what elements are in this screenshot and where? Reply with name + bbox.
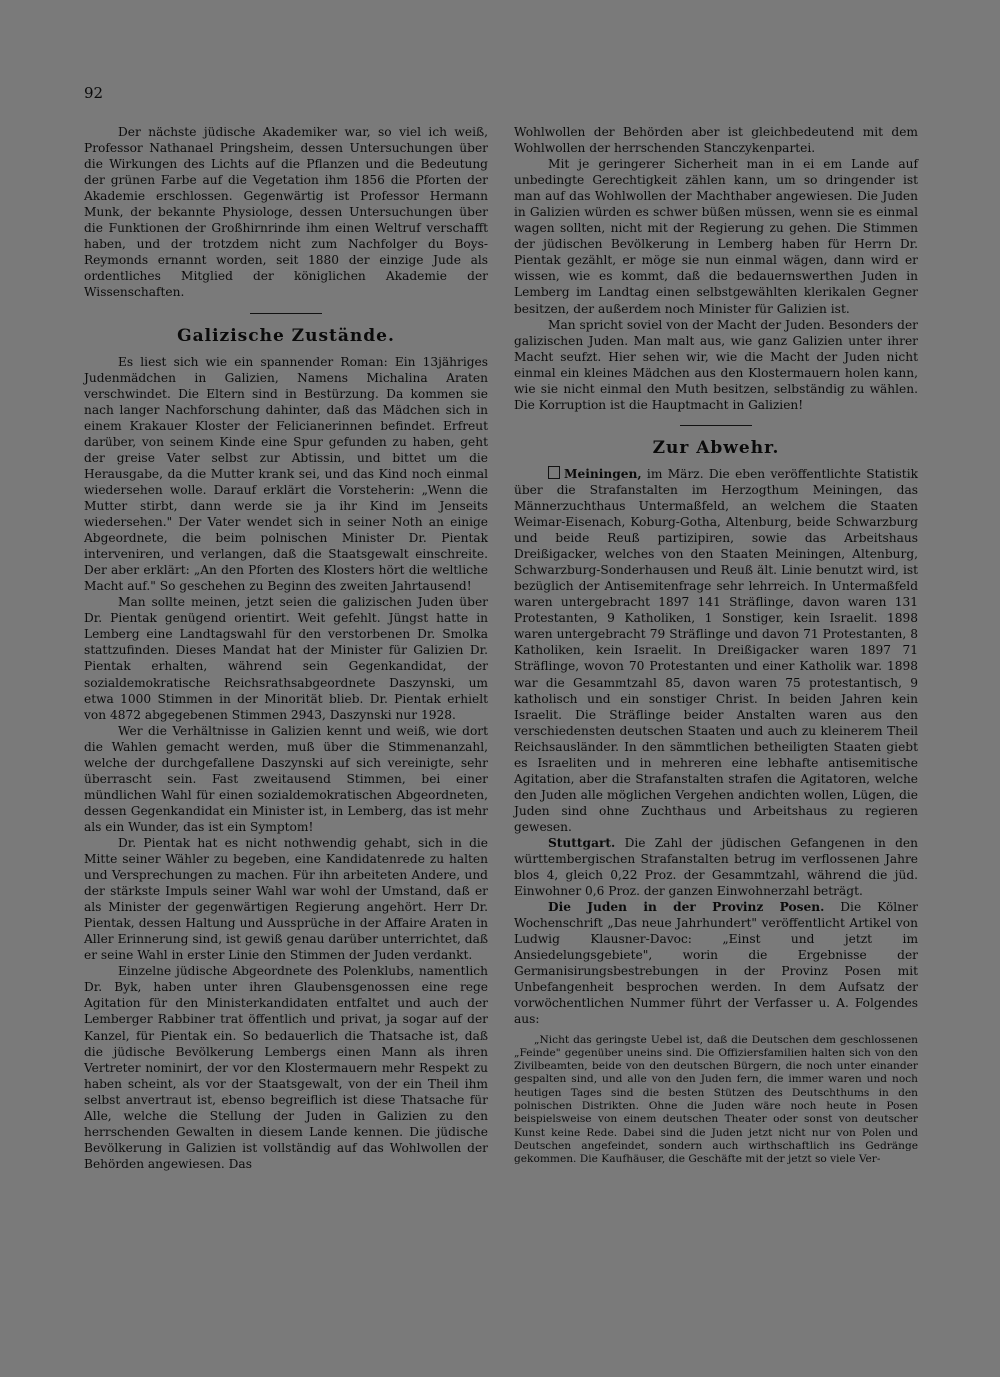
- paragraph: Einzelne jüdische Abgeordnete des Polenklubs, namentlich Dr. Byk, haben unter ihren Glaubensgenossen eine rege Agitation für den Ministerkandidaten entfaltet und auch der Lemberger Rabbiner trat öffentlich und privat, ja sogar auf der Kanzel, für Pientak ein. So bedauerlich die Thatsache ist, daß die jüdische Bevölkerung Lembergs einen Mann als ihren Vertreter nominirt, der vor den Klostermauern mehr Respekt zu haben scheint, als vor der Staatsgewalt, von der ein Theil ihm selbst anvertraut ist, ebenso begreiflich ist diese Thatsache für Alle, welche die Stellung der Juden in Galizien zu den herrschenden Gewalten in diesem Lande kennen. Die jüdische Bevölkerung in Galizien ist vollständig auf das Wohlwollen der Behörden angewiesen. Das: [84, 964, 488, 1171]
- block-quote: [514, 1034, 918, 1167]
- news-item-text: Die Zahl der jüdischen Gefangenen in den württembergischen Strafanstalten betrug im verflossenen Jahre blos 4, gleich 0,22 Proz. der Gesammtzahl, während die jüd. Einwohner 0,6 Proz. der ganzen Einwohnerzahl beträgt.: [514, 835, 918, 899]
- paragraph: Mit je geringerer Sicherheit man in ei em Lande auf unbedingte Gerechtigkeit zählen kann, um so dringender ist man auf das Wohlwollen der Machthaber angewiesen. Die Juden in Galizien würden es schwer büßen müssen, wenn sie es einmal wagen sollten, nicht mit der Regierung zu gehen. Die Stimmen der jüdischen Bevölkerung in Lemberg haben für Herrn Dr. Pientak gezählt, er möge sie nun einmal wägen, dann wird er wissen, wie es kommt, daß die bedauernswerthen Juden in Lemberg im Landtag einen selbstgewählten klerikalen Gegner besitzen, der außerdem noch Minister für Galizien ist.: [514, 157, 918, 316]
- left-column: [84, 124, 488, 1172]
- paragraph: Man sollte meinen, jetzt seien die galizischen Juden über Dr. Pientak genügend orientirt. Weit gefehlt. Jüngst hatte in Lemberg eine Landtagswahl für den verstorbenen Dr. Smolka stattzufinden. Dieses Mandat hat der Minister für Galizien Dr. Pientak erhalten, während sein Gegenkandidat, der sozialdemokratische Reichsrathsabgeordnete Daszynski, um etwa 1000 Stimmen in der Minorität blieb. Dr. Pientak erhielt von 4872 abgegebenen Stimmen 2943, Daszynski nur 1928.: [84, 595, 488, 722]
- news-item-stuttgart: [514, 835, 918, 899]
- news-item-meiningen: [514, 466, 918, 835]
- quote-text: „Nicht das geringste Uebel ist, daß die Deutschen dem geschlossenen „Feinde" gegenüber uneins sind. Die Offiziersfamilien halten sich von den Zivilbeamten, beide von den deutschen Bürgern, die noch unter einander gespalten sind, und alle von den Juden fern, die immer waren und noch heutigen Tages sind die besten Stützen des Deutschthums in den polnischen Distrikten. Ohne die Juden wäre noch heute in Posen beispielsweise von einem deutschen Theater oder sonst von deutscher Kunst keine Rede. Dabei sind die Juden jetzt nicht nur von Polen und Deutschen angefeindet, sondern auch wirthschaftlich ins Gedränge gekommen. Die Kaufhäuser, die Geschäfte mit der jetzt so viele Ver-: [514, 1033, 918, 1166]
- section-heading: Zur Abwehr.: [652, 437, 780, 458]
- right-column: [514, 124, 918, 1167]
- news-item-text: im März. Die eben veröffentlichte Statistik über die Strafanstalten im Herzogthum Meiningen, das Männerzuchthaus Untermaßfeld, an welchem die Staaten Weimar-Eisenach, Koburg-Gotha, Altenburg, beide Schwarzburg und beide Reuß partizipiren, sowie das Arbeitshaus Dreißigacker, welches von den Staaten Meiningen, Altenburg, Schwarzburg-Sonderhausen und Reuß ält. Linie benutzt wird, ist bezüglich der Antisemitenfrage sehr lehrreich. In Untermaßfeld waren untergebracht 1897 141 Sträflinge, davon waren 131 Protestanten, 9 Katholiken, 1 Sonstiger, kein Israelit. 1898 waren untergebracht 79 Sträflinge und davon 71 Protestanten, 8 Katholiken, kein Israelit. In Dreißigacker waren 1897 71 Sträflinge, wovon 70 Protestanten und einer Katholik war. 1898 war die Gesammtzahl 85, davon waren 75 protestantisch, 9 katholisch und ein sonstiger Christ. In beiden Jahren kein Israelit. Die Sträflinge beider Anstalten waren aus den verschiedensten deutschen Staaten und auch zu kleinerem Theil Reichsausländer. In den sämmtlichen betheiligten Staaten giebt es Israeliten und in mehreren eine lebhafte antisemitische Agitation, aber die Strafanstalten strafen die Agitatoren, welche den Juden alle möglichen Vergehen andichten wollen, Lügen, die Juden sind ohne Zuchthaus und Arbeitshaus zu regieren gewesen.: [514, 466, 918, 834]
- divider: [250, 313, 322, 314]
- news-item-label: Stuttgart.: [548, 835, 616, 850]
- news-item-text: Die Kölner Wochenschrift „Das neue Jahrhundert" veröffentlicht Artikel von Ludwig Klausner-Davoc: „Einst und jetzt im Ansiedelungsgebiete", worin die Ergebnisse der Germanisirungsbestrebungen in der Provinz Posen mit Unbefangenheit besprochen werden. In dem Aufsatz der vorwöchentlichen Nummer führt der Verfasser u. A. Folgendes aus:: [514, 900, 919, 1027]
- square-bullet-icon: [548, 466, 560, 479]
- page-number: 92: [84, 84, 104, 102]
- news-item-label: Die Juden in der Provinz Posen.: [548, 900, 825, 915]
- paragraph: Dr. Pientak hat es nicht nothwendig gehabt, sich in die Mitte seiner Wähler zu begeben, eine Kandidatenrede zu halten und Versprechungen zu machen. Für ihn arbeiteten Andere, und der stärkste Impuls seiner Wahl war wohl der Umstand, daß er als Minister der gegenwärtigen Regierung angehört. Herr Dr. Pientak, dessen Haltung und Aussprüche in der Affaire Araten in Aller Erinnerung sind, ist gewiß genau darüber unterrichtet, daß er seine Wahl in erster Linie den Stimmen der Juden verdankt.: [84, 835, 488, 963]
- paragraph: Der nächste jüdische Akademiker war, so viel ich weiß, Professor Nathanael Pringsheim, dessen Untersuchungen über die Wirkungen des Lichts auf die Pflanzen und die Bedeutung der grünen Farbe auf die Vegetation ihm 1856 die Pforten der Akademie erschlossen. Gegenwärtig ist Professor Hermann Munk, der bekannte Physiologe, dessen Untersuchungen über die Funktionen der Großhirnrinde ihm einen Weltruf verschafft haben, und der trotzdem nicht zum Nachfolger du Boys-Reymonds ernannt worden, seit 1880 der einzige Jude als ordentliches Mitglied der königlichen Akademie der Wissenschaften.: [84, 125, 488, 300]
- paragraph: Wer die Verhältnisse in Galizien kennt und weiß, wie dort die Wahlen gemacht werden, muß über die Stimmenanzahl, welche der durchgefallene Daszynski auf sich vereinigte, sehr überrascht sein. Fast zweitausend Stimmen, bei einer mündlichen Wahl für einen sozialdemokratischen Abgeordneten, dessen Gegenkandidat ein Minister ist, in Lemberg, das ist mehr als ein Wunder, das ist ein Symptom!: [84, 723, 488, 834]
- section-heading: Galizische Zustände.: [177, 325, 395, 346]
- paragraph: Man spricht soviel von der Macht der Juden. Besonders der galizischen Juden. Man malt aus, wie ganz Galizien unter ihrer Macht seufzt. Hier sehen wir, wie die Macht der Juden nicht einmal ein kleines Mädchen aus den Klostermauern holen kann, wie sie nicht einmal den Muth besitzen, selbständig zu wählen. Die Korruption ist die Hauptmacht in Galizien!: [514, 317, 918, 412]
- paragraph: Es liest sich wie ein spannender Roman: Ein 13jähriges Judenmädchen in Galizien, Namens Michalina Araten verschwindet. Die Eltern sind in Bestürzung. Da kommen sie nach langer Nachforschung dahinter, daß das Mädchen sich in einem Krakauer Kloster der Felicianerinnen befindet. Erfreut darüber, von seinem Kinde eine Spur gefunden zu haben, geht der greise Vater selbst zur Abtissin, und bittet um die Herausgabe, da die Mutter krank sei, und das Kind noch einmal wiedersehen wolle. Darauf erklärt die Vorsteherin: „Wenn die Mutter stirbt, dann werde sie ja ihr Kind im Jenseits wiedersehen." Der Vater wendet sich in seiner Noth an einige Abgeordnete, die beim polnischen Minister Dr. Pientak interveniren, und verlangen, daß die Staatsgewalt einschreite. Der aber erklärt: „An den Pforten des Klosters hört die weltliche Macht auf." So geschehen zu Beginn des zweiten Jahrtausend!: [84, 354, 488, 594]
- news-item-posen: [514, 899, 918, 1027]
- divider: [680, 425, 752, 426]
- news-item-label: Meiningen,: [564, 466, 642, 481]
- paragraph: Wohlwollen der Behörden aber ist gleichbedeutend mit dem Wohlwollen der herrschenden Stanczykenpartei.: [514, 125, 918, 156]
